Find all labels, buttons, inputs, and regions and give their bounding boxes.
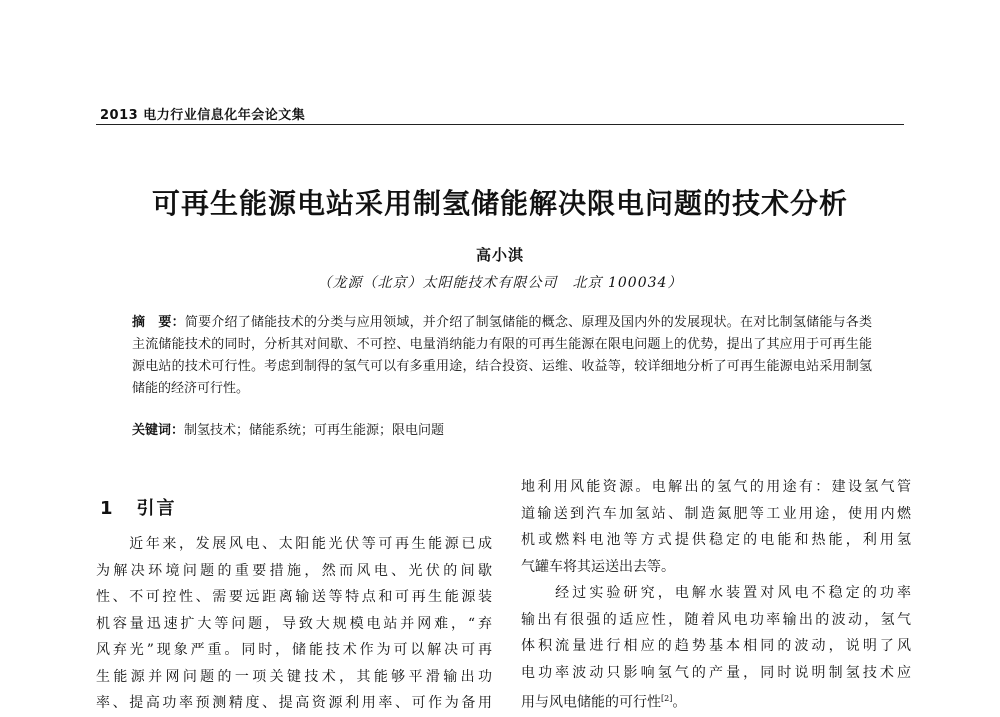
abstract — [132, 312, 872, 400]
section-number: 1 — [100, 498, 115, 519]
final-line-end: 。 — [672, 694, 687, 711]
body-line: 电功率波动只影响氢气的产量，同时说明制氢技术应 — [521, 664, 911, 681]
body-line: 近年来，发展风电、太阳能光伏等可再生能源已成 — [96, 536, 492, 552]
body-line: 气罐车将其运送出去等。 — [521, 558, 675, 575]
body-line: 道输送到汽车加氢站、制造氮肥等工业用途，使用内燃 — [521, 505, 911, 522]
abstract-text: 简要介绍了储能技术的分类与应用领域，并介绍了制氢储能的概念、原理及国内外的发展现状。在对比制氢储能与各类主流储能技术的同时，分析其对间歇、不可控、电量消纳能力有限的可再生能源在限电问题上的优势，提出了其应用于可再生能源电站的技术可行性。考虑到制得的氢气可以有多重用途，结合投资、运维、收益等，较详细地分析了可再生能源电站采用制氢储能的经济可行性。 — [132, 315, 872, 396]
left-column — [96, 531, 492, 717]
body-line-final — [521, 686, 911, 716]
section-heading — [100, 494, 177, 520]
right-column — [521, 474, 911, 716]
body-line: 机或燃料电池等方式提供稳定的电能和热能，利用氢 — [521, 532, 911, 548]
body-line: 体积流量进行相应的趋势基本相同的波动，说明了风 — [521, 638, 911, 654]
body-line: 经过实验研究，电解水装置对风电不稳定的功率 — [521, 585, 911, 601]
citation-ref: [2] — [661, 694, 673, 703]
body-line: 性、不可控性、需要远距离输送等特点和可再生能源装 — [96, 589, 492, 605]
section-title: 引言 — [136, 498, 177, 519]
running-head: 2013 电力行业信息化年会论文集 — [100, 108, 306, 123]
body-line: 生能源并网问题的一项关键技术，其能够平滑输出功 — [96, 668, 492, 685]
final-line-text: 用与风电储能的可行性 — [521, 694, 661, 711]
keywords-text: 制氢技术；储能系统；可再生能源；限电问题 — [184, 423, 445, 438]
paper-title: 可再生能源电站采用制氢储能解决限电问题的技术分析 — [151, 187, 848, 220]
author-affiliation: （龙源（北京）太阳能技术有限公司 北京 100034） — [317, 275, 683, 291]
abstract-label: 摘 要： — [132, 315, 185, 330]
keywords-label: 关键词： — [132, 423, 185, 438]
body-line: 地利用风能资源。电解出的氢气的用途有：建设氢气管 — [521, 479, 911, 495]
body-line: 输出有很强的适应性，随着风电功率输出的波动，氢气 — [521, 611, 911, 628]
body-line: 为解决环境问题的重要措施，然而风电、光伏的间歇 — [96, 562, 492, 579]
body-line: 机容量迅速扩大等问题，导致大规模电站并网难，“弃 — [96, 615, 492, 632]
header-rule — [96, 124, 904, 125]
body-line: 率、提高功率预测精度、提高资源利用率、可作为备用 — [96, 695, 492, 711]
author-name: 高小淇 — [475, 246, 524, 264]
keywords — [132, 420, 872, 442]
body-line: 风弃光”现象严重。同时，储能技术作为可以解决可再 — [96, 642, 492, 658]
